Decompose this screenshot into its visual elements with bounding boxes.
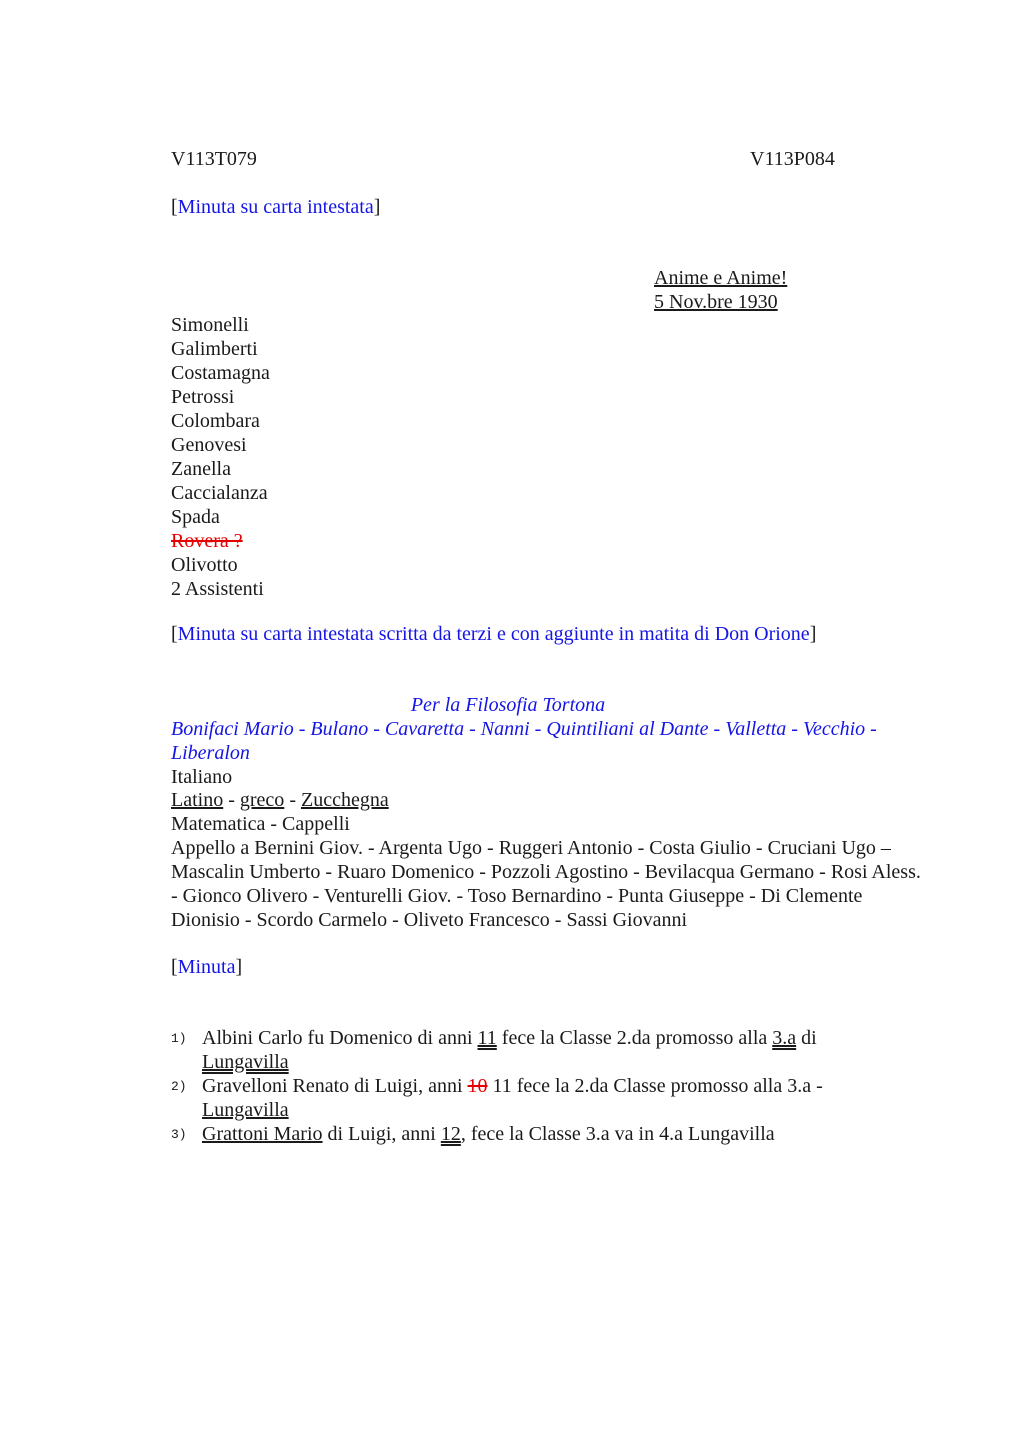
editorial-note-3: [Minuta] (171, 956, 243, 978)
list-number: 3) (171, 1127, 187, 1142)
list-number: 1) (171, 1031, 187, 1046)
struck-name-item: Rovera ? (171, 530, 243, 552)
subject-matematica: Matematica - Cappelli (171, 813, 350, 835)
editorial-note-1: [Minuta su carta intestata] (171, 196, 381, 218)
subject-latino-line: Latino - greco - Zucchegna (171, 789, 389, 811)
letter-title: Anime e Anime! (654, 267, 788, 289)
teacher-zucchegna: Zucchegna (300, 789, 389, 811)
subject-greco: greco (239, 789, 285, 811)
name-list (171, 313, 270, 601)
name-item: Olivotto (171, 554, 238, 576)
document-code-left: V113T079 (171, 148, 257, 170)
name-item: Caccialanza (171, 482, 268, 504)
list-number: 2) (171, 1079, 187, 1094)
subject-italiano: Italiano (171, 766, 233, 788)
section-heading: Per la Filosofia Tortona (410, 694, 606, 716)
name-item: Petrossi (171, 386, 235, 408)
student-list-blue: Bonifaci Mario - Bulano - Cavaretta - Nanni - Quintiliani al Dante - Valletta - Vecchio - Liberalon (171, 718, 877, 764)
appello-paragraph: Appello a Bernini Giov. - Argenta Ugo - Ruggeri Antonio - Costa Giulio - Cruciani Ugo – Mascalin Umberto - Ruaro Domenico - Pozzoli Agostino - Bevilacqua Germano - Rosi Aless. - Gionco Olivero - Venturelli Giov. - Toso Bernardino - Punta Giuseppe - Di Clemente Dionisio - Scordo Carmelo - Oliveto Francesco - Sassi Giovanni (171, 837, 921, 931)
name-item: Colombara (171, 410, 260, 432)
name-item: Simonelli (171, 314, 249, 336)
name-item: Costamagna (171, 362, 270, 384)
letter-date: 5 Nov.bre 1930 (654, 291, 778, 313)
name-item: Galimberti (171, 338, 258, 360)
document-code-right: V113P084 (750, 148, 835, 170)
editorial-note-2: [Minuta su carta intestata scritta da terzi e con aggiunte in matita di Don Orione] (171, 623, 817, 645)
name-item: Genovesi (171, 434, 247, 456)
name-item: 2 Assistenti (171, 578, 264, 600)
name-item: Zanella (171, 458, 231, 480)
name-item: Spada (171, 506, 220, 528)
subject-latino: Latino (171, 789, 224, 811)
